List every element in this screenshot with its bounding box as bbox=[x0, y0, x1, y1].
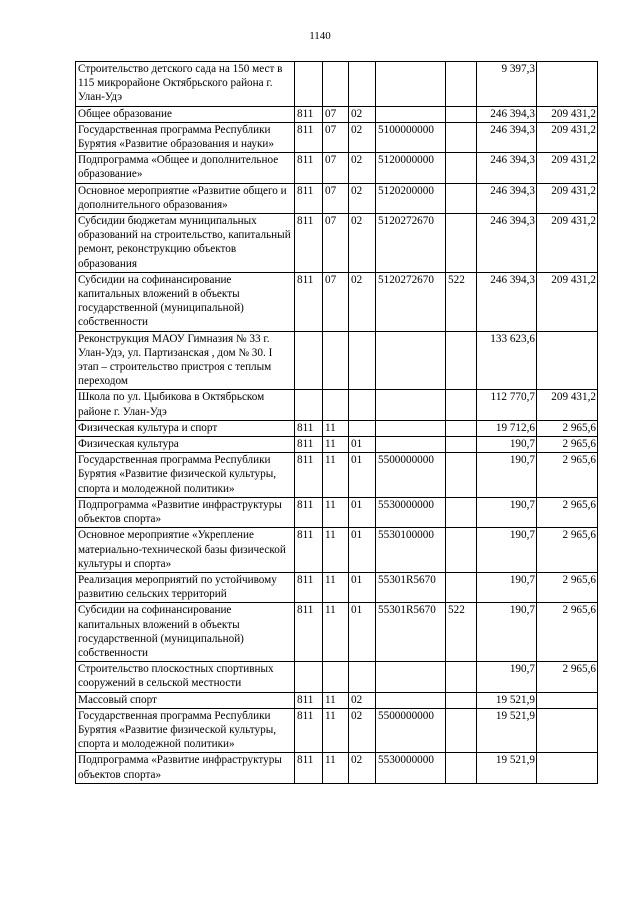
section-code-cell: 11 bbox=[323, 692, 349, 708]
table-row bbox=[76, 662, 598, 692]
section-code-cell: 11 bbox=[323, 603, 349, 662]
amount-year2-cell: 2 965,6 bbox=[537, 437, 598, 453]
amount-year1-cell: 246 394,3 bbox=[477, 214, 537, 273]
expense-type-cell bbox=[446, 62, 477, 107]
amount-year1-cell: 246 394,3 bbox=[477, 106, 537, 122]
expense-type-cell bbox=[446, 497, 477, 527]
admin-code-cell: 811 bbox=[295, 753, 323, 783]
section-code-cell: 07 bbox=[323, 272, 349, 331]
section-code-cell bbox=[323, 331, 349, 390]
amount-year1-cell: 190,7 bbox=[477, 453, 537, 498]
expense-type-cell bbox=[446, 708, 477, 753]
subsection-code-cell: 01 bbox=[349, 603, 376, 662]
amount-year1-cell: 9 397,3 bbox=[477, 62, 537, 107]
amount-year2-cell: 2 965,6 bbox=[537, 420, 598, 436]
target-article-cell: 55301R5670 bbox=[376, 572, 446, 602]
table-row bbox=[76, 62, 598, 107]
admin-code-cell: 811 bbox=[295, 214, 323, 273]
item-name-cell: Общее образование bbox=[76, 106, 295, 122]
expense-type-cell bbox=[446, 183, 477, 213]
table-row bbox=[76, 753, 598, 783]
admin-code-cell: 811 bbox=[295, 272, 323, 331]
target-article-cell: 5120272670 bbox=[376, 272, 446, 331]
subsection-code-cell: 02 bbox=[349, 753, 376, 783]
section-code-cell: 07 bbox=[323, 122, 349, 152]
subsection-code-cell: 02 bbox=[349, 272, 376, 331]
expense-type-cell bbox=[446, 122, 477, 152]
amount-year2-cell bbox=[537, 708, 598, 753]
target-article-cell: 5530100000 bbox=[376, 528, 446, 573]
expense-type-cell bbox=[446, 390, 477, 420]
subsection-code-cell bbox=[349, 662, 376, 692]
subsection-code-cell: 01 bbox=[349, 572, 376, 602]
admin-code-cell: 811 bbox=[295, 708, 323, 753]
section-code-cell: 11 bbox=[323, 528, 349, 573]
table-row bbox=[76, 453, 598, 498]
admin-code-cell bbox=[295, 390, 323, 420]
expense-type-cell bbox=[446, 662, 477, 692]
subsection-code-cell: 02 bbox=[349, 692, 376, 708]
subsection-code-cell: 01 bbox=[349, 497, 376, 527]
target-article-cell: 5530000000 bbox=[376, 753, 446, 783]
target-article-cell: 5100000000 bbox=[376, 122, 446, 152]
target-article-cell: 5120200000 bbox=[376, 183, 446, 213]
item-name-cell: Субсидии на софинансирование капитальных вложений в объекты государственной (муниципальной) собственности bbox=[76, 603, 295, 662]
subsection-code-cell bbox=[349, 62, 376, 107]
amount-year2-cell: 209 431,2 bbox=[537, 272, 598, 331]
target-article-cell bbox=[376, 692, 446, 708]
section-code-cell: 11 bbox=[323, 753, 349, 783]
amount-year1-cell: 190,7 bbox=[477, 662, 537, 692]
section-code-cell bbox=[323, 62, 349, 107]
amount-year2-cell: 2 965,6 bbox=[537, 572, 598, 602]
item-name-cell: Физическая культура и спорт bbox=[76, 420, 295, 436]
item-name-cell: Государственная программа Республики Бурятия «Развитие физической культуры, спорта и молодежной политики» bbox=[76, 708, 295, 753]
subsection-code-cell: 02 bbox=[349, 183, 376, 213]
amount-year2-cell bbox=[537, 331, 598, 390]
expense-type-cell bbox=[446, 692, 477, 708]
table-row bbox=[76, 183, 598, 213]
expense-type-cell bbox=[446, 437, 477, 453]
amount-year1-cell: 246 394,3 bbox=[477, 153, 537, 183]
amount-year2-cell: 2 965,6 bbox=[537, 528, 598, 573]
subsection-code-cell: 01 bbox=[349, 437, 376, 453]
expense-type-cell bbox=[446, 453, 477, 498]
expense-type-cell: 522 bbox=[446, 272, 477, 331]
amount-year2-cell: 209 431,2 bbox=[537, 153, 598, 183]
budget-table bbox=[75, 61, 598, 784]
item-name-cell: Субсидии бюджетам муниципальных образований на строительство, капитальный ремонт, реконструкцию объектов образования bbox=[76, 214, 295, 273]
subsection-code-cell: 02 bbox=[349, 106, 376, 122]
section-code-cell: 07 bbox=[323, 214, 349, 273]
table-row bbox=[76, 497, 598, 527]
table-row bbox=[76, 437, 598, 453]
amount-year1-cell: 246 394,3 bbox=[477, 183, 537, 213]
admin-code-cell: 811 bbox=[295, 420, 323, 436]
admin-code-cell: 811 bbox=[295, 183, 323, 213]
amount-year2-cell: 2 965,6 bbox=[537, 662, 598, 692]
expense-type-cell bbox=[446, 420, 477, 436]
target-article-cell bbox=[376, 62, 446, 107]
amount-year2-cell: 2 965,6 bbox=[537, 603, 598, 662]
item-name-cell: Основное мероприятие «Развитие общего и дополнительного образования» bbox=[76, 183, 295, 213]
admin-code-cell: 811 bbox=[295, 106, 323, 122]
subsection-code-cell bbox=[349, 420, 376, 436]
item-name-cell: Строительство детского сада на 150 мест в 115 микрорайоне Октябрьского района г. Улан-Удэ bbox=[76, 62, 295, 107]
item-name-cell: Субсидии на софинансирование капитальных вложений в объекты государственной (муниципальной) собственности bbox=[76, 272, 295, 331]
amount-year2-cell bbox=[537, 692, 598, 708]
table-row bbox=[76, 153, 598, 183]
target-article-cell bbox=[376, 331, 446, 390]
amount-year2-cell: 2 965,6 bbox=[537, 453, 598, 498]
expense-type-cell bbox=[446, 106, 477, 122]
table-row bbox=[76, 106, 598, 122]
subsection-code-cell: 01 bbox=[349, 528, 376, 573]
amount-year1-cell: 133 623,6 bbox=[477, 331, 537, 390]
subsection-code-cell: 01 bbox=[349, 453, 376, 498]
item-name-cell: Подпрограмма «Развитие инфраструктуры объектов спорта» bbox=[76, 753, 295, 783]
amount-year1-cell: 19 712,6 bbox=[477, 420, 537, 436]
target-article-cell: 5120272670 bbox=[376, 214, 446, 273]
item-name-cell: Государственная программа Республики Бурятия «Развитие образования и науки» bbox=[76, 122, 295, 152]
section-code-cell: 11 bbox=[323, 420, 349, 436]
amount-year1-cell: 246 394,3 bbox=[477, 272, 537, 331]
table-row bbox=[76, 420, 598, 436]
amount-year2-cell: 2 965,6 bbox=[537, 497, 598, 527]
target-article-cell: 5500000000 bbox=[376, 708, 446, 753]
amount-year2-cell: 209 431,2 bbox=[537, 106, 598, 122]
admin-code-cell: 811 bbox=[295, 497, 323, 527]
subsection-code-cell bbox=[349, 331, 376, 390]
section-code-cell bbox=[323, 390, 349, 420]
subsection-code-cell: 02 bbox=[349, 708, 376, 753]
budget-table-body bbox=[76, 62, 598, 784]
section-code-cell: 11 bbox=[323, 708, 349, 753]
target-article-cell bbox=[376, 106, 446, 122]
expense-type-cell bbox=[446, 331, 477, 390]
item-name-cell: Школа по ул. Цыбикова в Октябрьском районе г. Улан-Удэ bbox=[76, 390, 295, 420]
admin-code-cell: 811 bbox=[295, 603, 323, 662]
amount-year1-cell: 190,7 bbox=[477, 497, 537, 527]
section-code-cell: 11 bbox=[323, 437, 349, 453]
table-row bbox=[76, 390, 598, 420]
amount-year1-cell: 190,7 bbox=[477, 437, 537, 453]
section-code-cell: 11 bbox=[323, 453, 349, 498]
admin-code-cell: 811 bbox=[295, 153, 323, 183]
amount-year1-cell: 190,7 bbox=[477, 603, 537, 662]
admin-code-cell: 811 bbox=[295, 692, 323, 708]
target-article-cell: 5530000000 bbox=[376, 497, 446, 527]
item-name-cell: Реконструкция МАОУ Гимназия № 33 г. Улан-Удэ, ул. Партизанская , дом № 30. I этап – строительство пристроя с теплым переходом bbox=[76, 331, 295, 390]
item-name-cell: Массовый спорт bbox=[76, 692, 295, 708]
table-row bbox=[76, 603, 598, 662]
item-name-cell: Строительство плоскостных спортивных сооружений в сельской местности bbox=[76, 662, 295, 692]
expense-type-cell: 522 bbox=[446, 603, 477, 662]
amount-year2-cell bbox=[537, 753, 598, 783]
expense-type-cell bbox=[446, 753, 477, 783]
amount-year2-cell bbox=[537, 62, 598, 107]
target-article-cell: 5500000000 bbox=[376, 453, 446, 498]
amount-year1-cell: 190,7 bbox=[477, 572, 537, 602]
amount-year1-cell: 246 394,3 bbox=[477, 122, 537, 152]
amount-year1-cell: 19 521,9 bbox=[477, 692, 537, 708]
section-code-cell: 07 bbox=[323, 106, 349, 122]
table-row bbox=[76, 528, 598, 573]
table-row bbox=[76, 272, 598, 331]
admin-code-cell: 811 bbox=[295, 572, 323, 602]
item-name-cell: Подпрограмма «Общее и дополнительное образование» bbox=[76, 153, 295, 183]
target-article-cell bbox=[376, 390, 446, 420]
item-name-cell: Подпрограмма «Развитие инфраструктуры объектов спорта» bbox=[76, 497, 295, 527]
amount-year1-cell: 190,7 bbox=[477, 528, 537, 573]
admin-code-cell bbox=[295, 62, 323, 107]
table-row bbox=[76, 572, 598, 602]
amount-year2-cell: 209 431,2 bbox=[537, 183, 598, 213]
subsection-code-cell bbox=[349, 390, 376, 420]
section-code-cell: 11 bbox=[323, 497, 349, 527]
target-article-cell: 5120000000 bbox=[376, 153, 446, 183]
expense-type-cell bbox=[446, 528, 477, 573]
item-name-cell: Реализация мероприятий по устойчивому развитию сельских территорий bbox=[76, 572, 295, 602]
table-row bbox=[76, 708, 598, 753]
item-name-cell: Основное мероприятие «Укрепление материально-технической базы физической культуры и спорта» bbox=[76, 528, 295, 573]
subsection-code-cell: 02 bbox=[349, 214, 376, 273]
expense-type-cell bbox=[446, 153, 477, 183]
amount-year1-cell: 19 521,9 bbox=[477, 708, 537, 753]
admin-code-cell: 811 bbox=[295, 437, 323, 453]
item-name-cell: Государственная программа Республики Бурятия «Развитие физической культуры, спорта и молодежной политики» bbox=[76, 453, 295, 498]
table-row bbox=[76, 214, 598, 273]
subsection-code-cell: 02 bbox=[349, 122, 376, 152]
table-row bbox=[76, 692, 598, 708]
section-code-cell: 11 bbox=[323, 572, 349, 602]
item-name-cell: Физическая культура bbox=[76, 437, 295, 453]
amount-year2-cell: 209 431,2 bbox=[537, 122, 598, 152]
target-article-cell bbox=[376, 437, 446, 453]
admin-code-cell: 811 bbox=[295, 453, 323, 498]
target-article-cell bbox=[376, 662, 446, 692]
section-code-cell bbox=[323, 662, 349, 692]
page-number: 1140 bbox=[309, 30, 331, 42]
amount-year2-cell: 209 431,2 bbox=[537, 390, 598, 420]
target-article-cell bbox=[376, 420, 446, 436]
admin-code-cell: 811 bbox=[295, 528, 323, 573]
admin-code-cell: 811 bbox=[295, 122, 323, 152]
table-row bbox=[76, 331, 598, 390]
admin-code-cell bbox=[295, 331, 323, 390]
amount-year1-cell: 112 770,7 bbox=[477, 390, 537, 420]
admin-code-cell bbox=[295, 662, 323, 692]
table-row bbox=[76, 122, 598, 152]
expense-type-cell bbox=[446, 214, 477, 273]
expense-type-cell bbox=[446, 572, 477, 602]
subsection-code-cell: 02 bbox=[349, 153, 376, 183]
section-code-cell: 07 bbox=[323, 183, 349, 213]
amount-year2-cell: 209 431,2 bbox=[537, 214, 598, 273]
amount-year1-cell: 19 521,9 bbox=[477, 753, 537, 783]
target-article-cell: 55301R5670 bbox=[376, 603, 446, 662]
section-code-cell: 07 bbox=[323, 153, 349, 183]
